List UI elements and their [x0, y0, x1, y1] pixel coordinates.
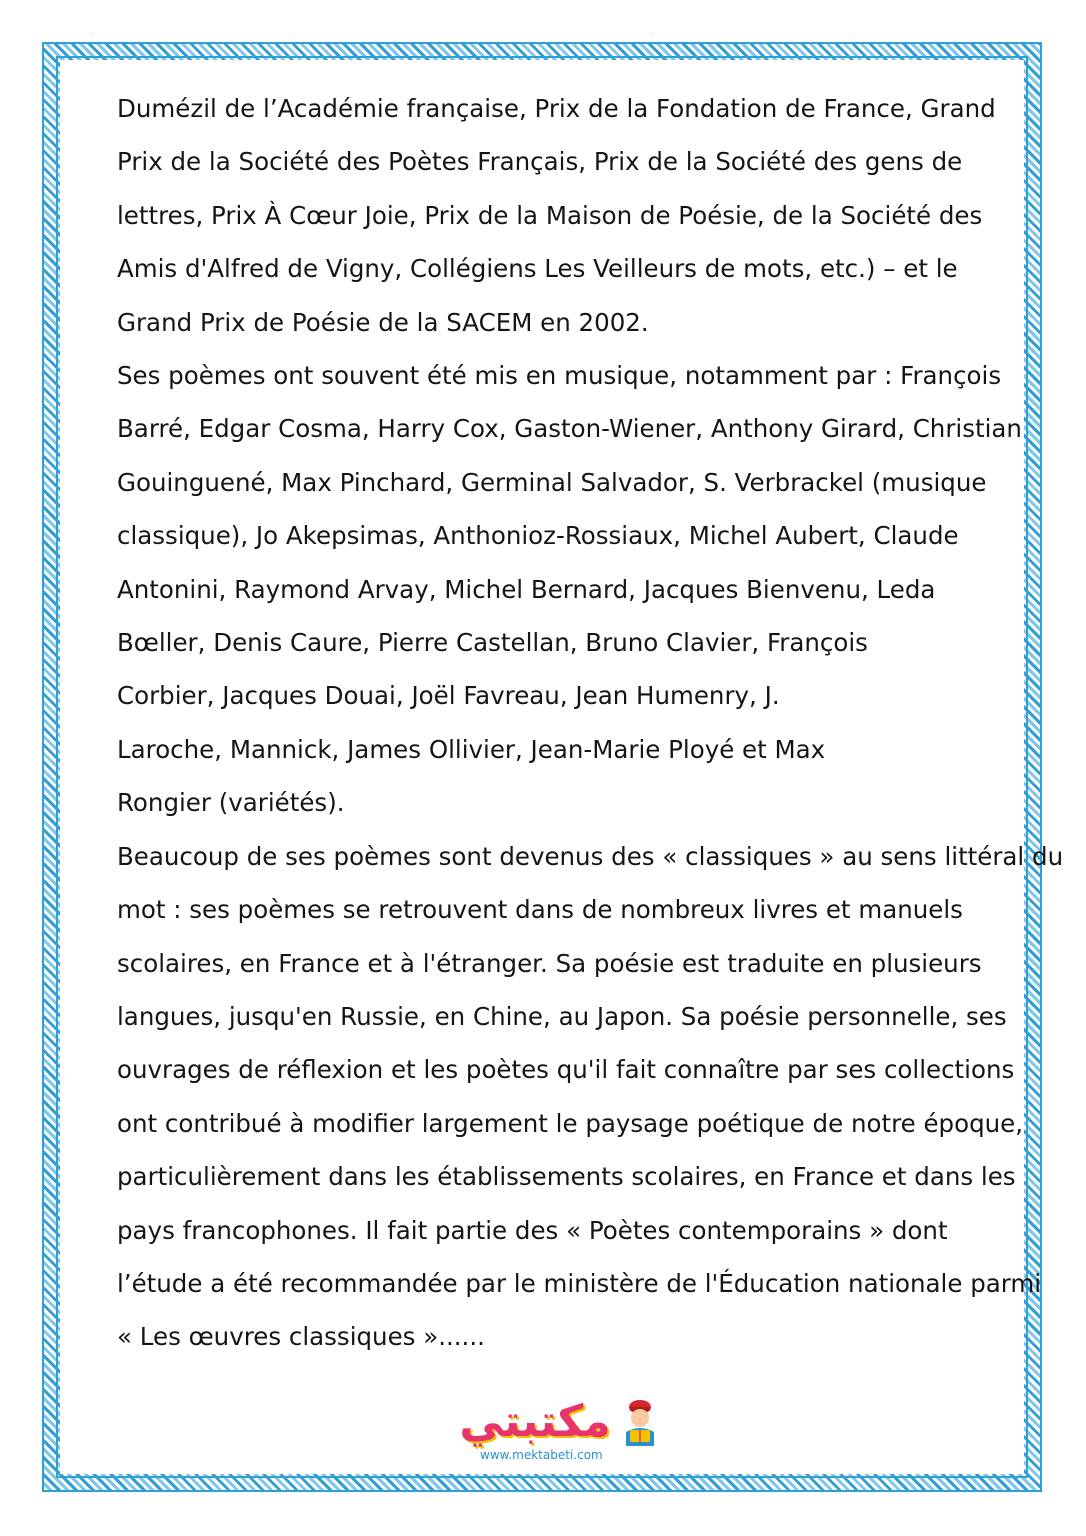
text-line: langues, jusqu'en Russie, en Chine, au Japon. Sa poésie personnelle, ses — [117, 1001, 1007, 1031]
text-line: l’étude a été recommandée par le ministère de l'Éducation nationale parmi — [117, 1268, 1042, 1298]
text-line: Prix de la Société des Poètes Français, Prix de la Société des gens de — [117, 147, 963, 177]
text-line: Gouinguené, Max Pinchard, Germinal Salvador, S. Verbrackel (musique — [117, 467, 987, 497]
text-line: lettres, Prix À Cœur Joie, Prix de la Maison de Poésie, de la Société des — [117, 200, 983, 230]
text-line: Bœller, Denis Caure, Pierre Castellan, Bruno Clavier, François — [117, 628, 868, 658]
reading-child-icon — [618, 1398, 662, 1448]
text-line: Ses poèmes ont souvent été mis en musique, notamment par : François — [117, 361, 1002, 391]
text-line: Dumézil de l’Académie française, Prix de la Fondation de France, Grand — [117, 94, 996, 123]
text-line: mot : ses poèmes se retrouvent dans de nombreux livres et manuels — [117, 895, 963, 925]
document-body — [117, 82, 1064, 1364]
text-line: classique), Jo Akepsimas, Anthonioz-Rossiaux, Michel Aubert, Claude — [117, 521, 959, 551]
logo-wordmark: مكتبتي — [459, 1396, 611, 1447]
text-line: Grand Prix de Poésie de la SACEM en 2002. — [117, 307, 649, 337]
site-logo[interactable] — [450, 1396, 670, 1476]
text-line: pays francophones. Il fait partie des « Poètes contemporains » dont — [117, 1215, 948, 1245]
text-line: particulièrement dans les établissements scolaires, en France et dans les — [117, 1162, 1016, 1192]
text-line: Rongier (variétés). — [117, 788, 345, 818]
text-line: ouvrages de réflexion et les poètes qu'il fait connaître par ses collections — [117, 1055, 1015, 1085]
text-line: scolaires, en France et à l'étranger. Sa poésie est traduite en plusieurs — [117, 948, 982, 978]
logo-url[interactable]: www.mektabeti.com — [480, 1448, 603, 1462]
text-line: ont contribué à modifier largement le paysage poétique de notre époque, — [117, 1108, 1024, 1138]
text-line: Antonini, Raymond Arvay, Michel Bernard, Jacques Bienvenu, Leda — [117, 574, 936, 604]
text-line: Beaucoup de ses poèmes sont devenus des « classiques » au sens littéral du — [117, 841, 1064, 871]
text-line: Laroche, Mannick, James Ollivier, Jean-Marie Ployé et Max — [117, 734, 826, 764]
text-line: Barré, Edgar Cosma, Harry Cox, Gaston-Wiener, Anthony Girard, Christian — [117, 414, 1022, 444]
text-line: Corbier, Jacques Douai, Joël Favreau, Jean Humenry, J. — [117, 681, 780, 711]
text-line: « Les œuvres classiques »...... — [117, 1322, 485, 1352]
text-line: Amis d'Alfred de Vigny, Collégiens Les Veilleurs de mots, etc.) – et le — [117, 254, 958, 284]
